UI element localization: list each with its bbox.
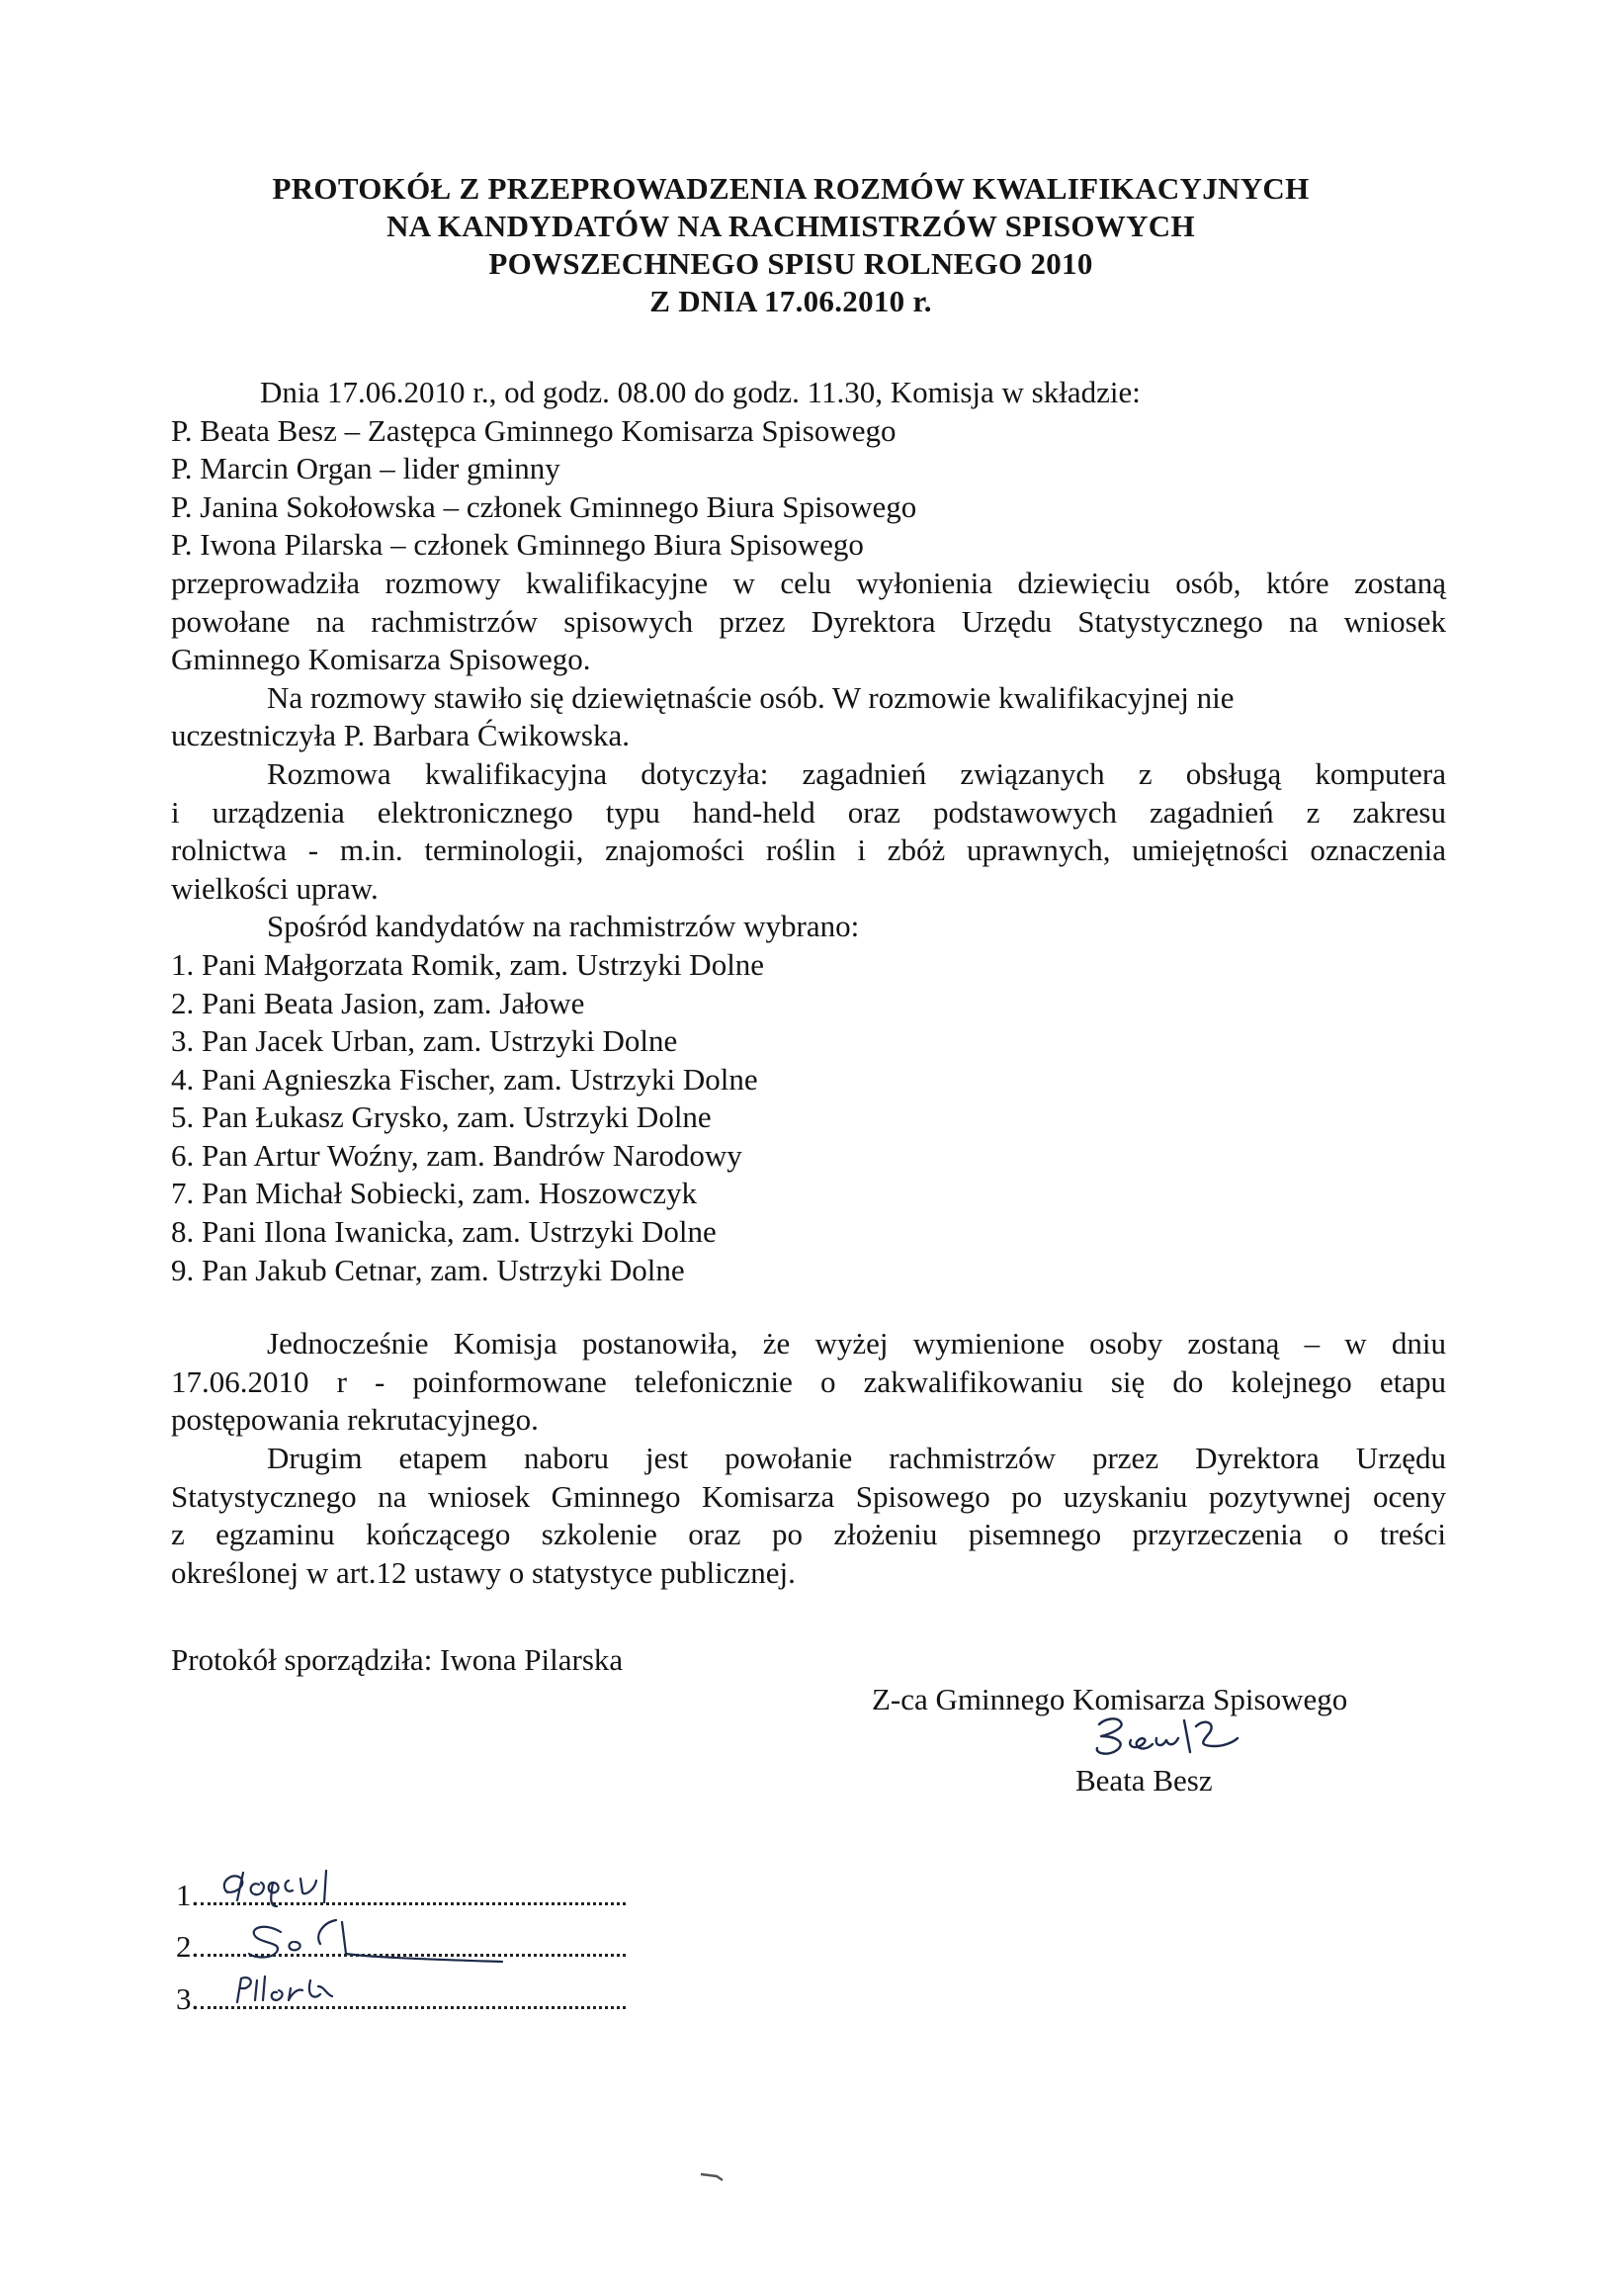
handwritten-signature-pilarska <box>208 1967 346 2016</box>
paragraph-line: Gminnego Komisarza Spisowego. <box>171 642 591 677</box>
list-item: 6. Pan Artur Woźny, zam. Bandrów Narodowy <box>171 1137 742 1173</box>
paragraph-line: 17.06.2010 r - poinformowane telefonicznie o zakwalifikowaniu się do kolejnego etapu <box>171 1363 1446 1399</box>
list-item: 1. Pani Małgorzata Romik, zam. Ustrzyki Dolne <box>171 946 765 982</box>
title-line-4: Z DNIA 17.06.2010 r. <box>649 284 932 318</box>
list-item: 2. Pani Beata Jasion, zam. Jałowe <box>171 985 585 1020</box>
title-line-3: POWSZECHNEGO SPISU ROLNEGO 2010 <box>488 246 1093 281</box>
paragraph-line: Jednocześnie Komisja postanowiła, że wyżej wymienione osoby zostaną – w dniu <box>267 1326 1446 1361</box>
paragraph-line: i urządzenia elektronicznego typu hand-held oraz podstawowych zagadnień z zakresu <box>171 794 1446 830</box>
committee-member: P. Iwona Pilarska – członek Gminnego Biura Spisowego <box>171 527 864 563</box>
signer-title: Z-ca Gminnego Komisarza Spisowego <box>872 1682 1348 1716</box>
handwritten-signature-besz <box>1087 1711 1255 1770</box>
paragraph-line: rolnictwa - m.in. terminologii, znajomości roślin i zbóż uprawnych, umiejętności oznaczenia <box>171 833 1446 868</box>
paragraph-line: określonej w art.12 ustawy o statystyce publicznej. <box>171 1554 796 1590</box>
prepared-by: Protokół sporządziła: Iwona Pilarska <box>171 1642 624 1678</box>
paragraph-line: powołane na rachmistrzów spisowych przez Dyrektora Urzędu Statystycznego na wniosek <box>171 603 1446 639</box>
list-item: 5. Pan Łukasz Grysko, zam. Ustrzyki Dolne <box>171 1099 712 1135</box>
selected-intro: Spośród kandydatów na rachmistrzów wybrano: <box>267 909 860 944</box>
committee-list <box>171 412 1446 565</box>
paragraph-line: postępowania rekrutacyjnego. <box>171 1402 539 1438</box>
selected-list <box>171 946 1446 1289</box>
list-item: 4. Pani Agnieszka Fischer, zam. Ustrzyki Dolne <box>171 1061 758 1097</box>
paragraph-decision <box>171 1325 1446 1440</box>
paragraph-line: z egzaminu kończącego szkolenie oraz po złożeniu pisemnego przyrzeczenia o treści <box>171 1517 1446 1552</box>
list-item: 8. Pani Ilona Iwanicka, zam. Ustrzyki Dolne <box>171 1214 717 1250</box>
paragraph-line: Drugim etapem naboru jest powołanie rachmistrzów przez Dyrektora Urzędu <box>267 1441 1446 1476</box>
title-line-1: PROTOKÓŁ Z PRZEPROWADZENIA ROZMÓW KWALIFIKACYJNYCH <box>272 171 1310 206</box>
signature-number: 2. <box>176 1929 200 1964</box>
list-item: 3. Pan Jacek Urban, zam. Ustrzyki Dolne <box>171 1023 678 1059</box>
signature-number: 1. <box>176 1878 200 1912</box>
committee-member: P. Beata Besz – Zastępca Gminnego Komisarza Spisowego <box>171 412 897 448</box>
paragraph-line: Statystycznego na wniosek Gminnego Komisarza Spisowego po uzyskaniu pozytywnej oceny <box>171 1478 1446 1514</box>
handwritten-signature-sokolowska <box>225 1914 522 1964</box>
intro-line: Dnia 17.06.2010 r., od godz. 08.00 do godz. 11.30, Komisja w składzie: <box>260 375 1141 409</box>
paragraph-line: uczestniczyła P. Barbara Ćwikowska. <box>171 718 631 753</box>
paragraph-scope <box>171 755 1446 908</box>
committee-member: P. Marcin Organ – lider gminny <box>171 451 560 486</box>
signature-number: 3. <box>176 1981 200 2016</box>
paragraph-line: Rozmowa kwalifikacyjna dotyczyła: zagadnień związanych z obsługą komputera <box>267 755 1446 791</box>
paragraph-line: Na rozmowy stawiło się dziewiętnaście osób. W rozmowie kwalifikacyjnej nie <box>267 679 1235 715</box>
paragraph-attendance <box>171 679 1446 755</box>
paragraph-purpose <box>171 565 1446 679</box>
handwritten-signature-organ <box>208 1863 346 1912</box>
signer-name: Beata Besz <box>1075 1763 1213 1798</box>
paragraph-next-stage <box>171 1440 1446 1592</box>
committee-member: P. Janina Sokołowska – członek Gminnego Biura Spisowego <box>171 488 917 524</box>
list-item: 9. Pan Jakub Cetnar, zam. Ustrzyki Dolne <box>171 1252 685 1287</box>
list-item: 7. Pan Michał Sobiecki, zam. Hoszowczyk <box>171 1176 698 1211</box>
title-line-2: NA KANDYDATÓW NA RACHMISTRZÓW SPISOWYCH <box>386 209 1195 243</box>
scan-speck <box>699 2170 728 2184</box>
document-title <box>178 170 1404 320</box>
document-body <box>171 374 1446 1680</box>
paragraph-line: wielkości upraw. <box>171 870 379 906</box>
paragraph-line: przeprowadziła rozmowy kwalifikacyjne w celu wyłonienia dziewięciu osób, które zostaną <box>171 565 1446 600</box>
